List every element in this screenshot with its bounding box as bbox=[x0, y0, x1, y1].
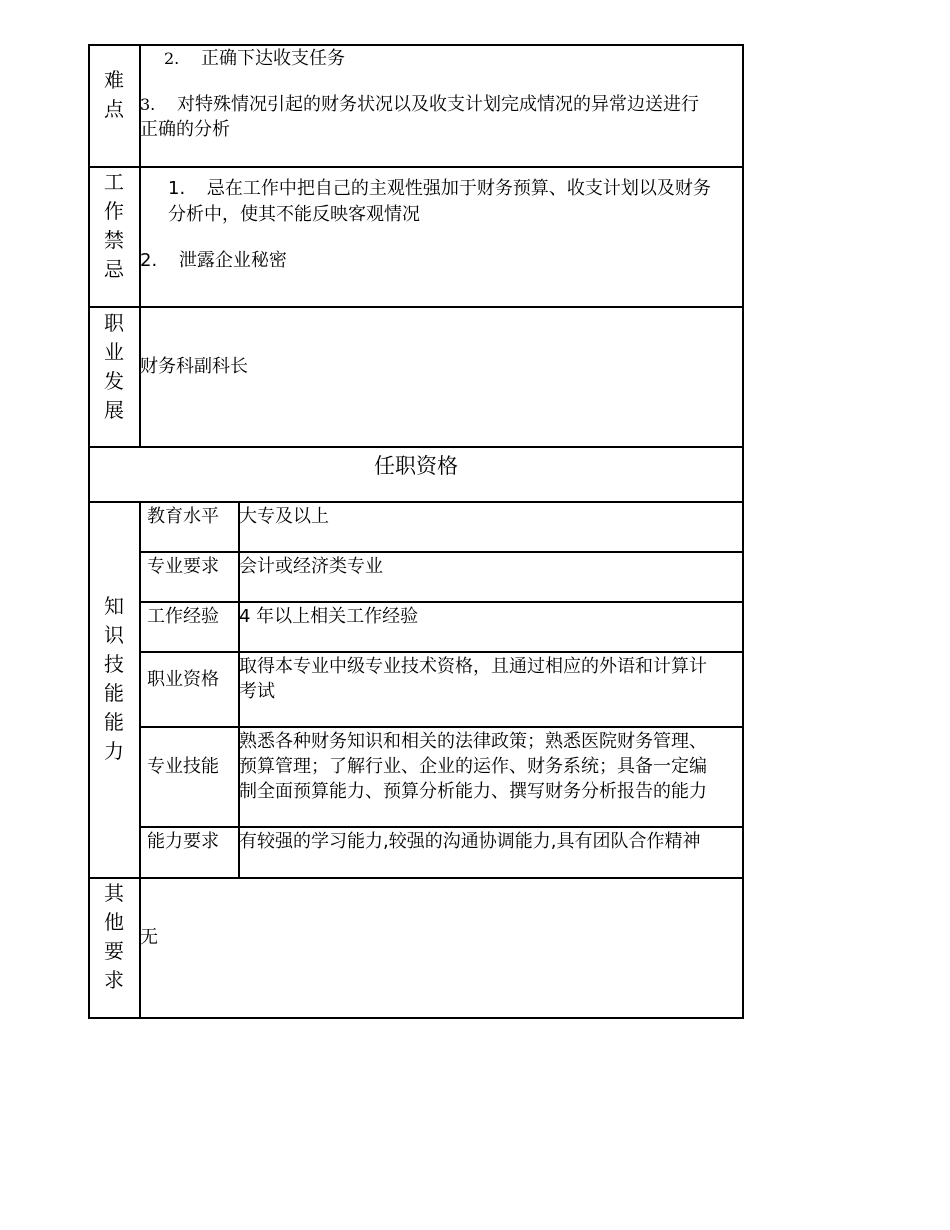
taboos-item-1-num: 1. bbox=[168, 178, 186, 199]
taboos-item-2-text: 泄露企业秘密 bbox=[178, 250, 287, 271]
difficulty-item-2-text: 正确下达收支任务 bbox=[201, 48, 345, 69]
qual-row-certification-key: 职业资格 bbox=[147, 669, 219, 690]
qual-row-skills-value-line2: 预算管理；了解行业、企业的运作、财务系统；具备一定编 bbox=[239, 756, 707, 777]
qual-row-certification-value-line2: 考试 bbox=[239, 681, 275, 702]
qual-row-skills-value-line1: 熟悉各种财务知识和相关的法律政策；熟悉医院财务管理、 bbox=[239, 731, 707, 752]
other-label-text: 其他要求 bbox=[104, 881, 124, 992]
qual-row-experience-value: 4 年以上相关工作经验 bbox=[239, 606, 419, 627]
qual-row-skills-key: 专业技能 bbox=[147, 756, 219, 777]
qual-row-education-value: 大专及以上 bbox=[239, 506, 329, 527]
difficulty-item-3-num: 3. bbox=[140, 95, 156, 114]
taboos-item-2-num: 2. bbox=[140, 250, 158, 271]
career-label-text: 职业发展 bbox=[104, 311, 124, 422]
qualifications-title: 任职资格 bbox=[374, 454, 458, 478]
taboos-item-1-text-line1: 忌在工作中把自己的主观性强加于财务预算、收支计划以及财务 bbox=[206, 178, 711, 199]
qual-row-major-value: 会计或经济类专业 bbox=[239, 556, 383, 577]
difficulty-label-text: 难点 bbox=[104, 68, 124, 121]
difficulty-item-3 bbox=[140, 92, 699, 118]
taboos-item-1-line2: 分析中，使其不能反映客观情况 bbox=[168, 204, 420, 225]
qual-row-certification-value-line1: 取得本专业中级专业技术资格，且通过相应的外语和计算计 bbox=[239, 656, 707, 677]
difficulty-label bbox=[99, 66, 129, 124]
taboos-item-1 bbox=[168, 176, 711, 202]
other-value: 无 bbox=[140, 927, 158, 948]
qualifications-group-label-text: 知识技能能力 bbox=[104, 594, 124, 763]
qual-row-ability-key: 能力要求 bbox=[147, 831, 219, 852]
qual-row-skills-value-line3: 制全面预算能力、预算分析能力、撰写财务分析报告的能力 bbox=[239, 781, 707, 802]
difficulty-item-3-line2: 正确的分析 bbox=[140, 119, 230, 140]
taboos-label bbox=[99, 168, 129, 284]
difficulty-item-2 bbox=[164, 46, 345, 72]
qualifications-group-label bbox=[99, 592, 129, 766]
qual-row-major-key: 专业要求 bbox=[147, 556, 219, 577]
difficulty-item-3-text-line1: 对特殊情况引起的财务状况以及收支计划完成情况的异常边送进行 bbox=[177, 94, 699, 115]
taboos-item-2 bbox=[140, 248, 287, 274]
qual-row-ability-value: 有较强的学习能力,较强的沟通协调能力,具有团队合作精神 bbox=[239, 831, 701, 852]
qual-row-experience-key: 工作经验 bbox=[147, 606, 219, 627]
other-label bbox=[99, 879, 129, 995]
difficulty-item-2-num: 2. bbox=[164, 49, 180, 68]
taboos-label-text: 工作禁忌 bbox=[104, 170, 124, 281]
career-value: 财务科副科长 bbox=[140, 356, 248, 377]
career-label bbox=[99, 309, 129, 425]
qual-row-education-key: 教育水平 bbox=[147, 506, 219, 527]
